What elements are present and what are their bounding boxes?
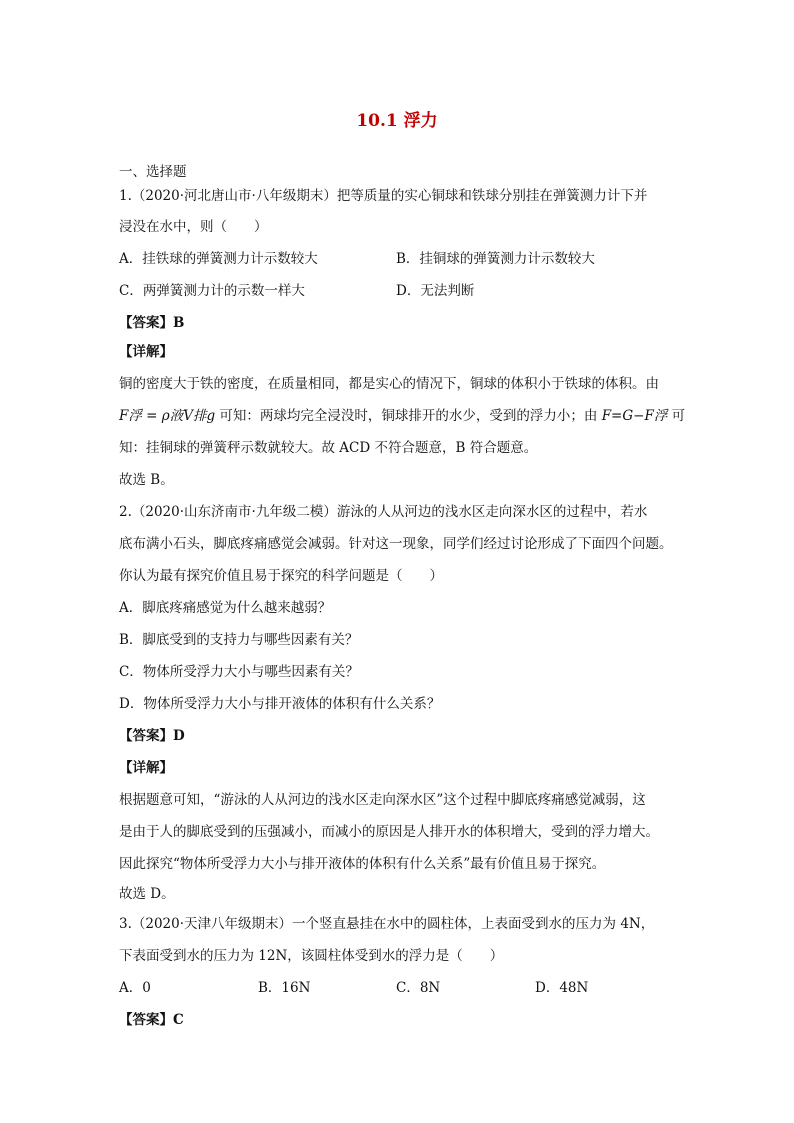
q1-option-b: B．挂铜球的弹簧测力计示数较大	[396, 251, 595, 267]
q2-explanation-line1: 根据题意可知，“游泳的人从河边的浅水区走向深水区”这个过程中脚底疼痛感觉减弱，这	[119, 792, 646, 808]
q2-option-c: C．物体所受浮力大小与哪些因素有关？	[119, 664, 359, 680]
q1-option-a: A．挂铁球的弹簧测力计示数较大	[119, 251, 318, 267]
q3-option-a: A．0	[119, 980, 151, 996]
q1-stem-line2: 浸没在水中，则（ ）	[119, 219, 268, 235]
q2-stem-line3: 你认为最有探究价值且易于探究的科学问题是（ ）	[119, 568, 443, 584]
buoyancy-formula: F浮 = ρ液V排g	[119, 408, 216, 424]
q2-explanation-line2: 是由于人的脚底受到的压强减小，而减小的原因是人排开水的体积增大，受到的浮力增大。	[119, 824, 659, 840]
q1-explanation-line2	[119, 408, 685, 424]
q1-explanation-line2-text: 可知：两球均完全浸没时，铜球排开的水少，受到的浮力小；由	[219, 408, 598, 424]
q1-stem-line1: 1.（2020·河北唐山市·八年级期末）把等质量的实心铜球和铁球分别挂在弹簧测力计下并	[119, 188, 648, 204]
q2-option-d: D．物体所受浮力大小与排开液体的体积有什么关系？	[119, 696, 441, 712]
q1-option-d: D．无法判断	[396, 283, 475, 299]
q1-explanation-line1: 铜的密度大于铁的密度，在质量相同，都是实心的情况下，铜球的体积小于铁球的体积。由	[119, 376, 659, 392]
force-balance-formula: F=G−F浮	[601, 408, 668, 424]
q2-conclusion: 故选 D。	[119, 886, 175, 902]
q3-answer: 【答案】C	[119, 1012, 184, 1028]
q2-explanation-line3: 因此探究“物体所受浮力大小与排开液体的体积有什么关系”最有价值且易于探究。	[119, 856, 606, 872]
q2-option-a: A．脚底疼痛感觉为什么越来越弱？	[119, 600, 332, 616]
q3-option-d: D．48N	[535, 980, 589, 996]
q3-option-b: B．16N	[258, 980, 311, 996]
q2-detail-label: 【详解】	[119, 760, 173, 776]
q2-stem-line1: 2.（2020·山东济南市·九年级二模）游泳的人从河边的浅水区走向深水区的过程中，若水	[119, 504, 648, 520]
q1-answer: 【答案】B	[119, 315, 185, 331]
q3-option-c: C．8N	[396, 980, 441, 996]
q1-explanation-line2-tail: 可	[671, 408, 686, 424]
section-heading: 一、选择题	[119, 164, 187, 180]
q1-explanation-line3: 知：挂铜球的弹簧秤示数就较大。故 ACD 不符合题意，B 符合题意。	[119, 440, 538, 456]
q3-stem-line2: 下表面受到水的压力为 12N，该圆柱体受到水的浮力是（ ）	[119, 948, 504, 964]
q1-conclusion: 故选 B。	[119, 472, 174, 488]
q1-option-c: C．两弹簧测力计的示数一样大	[119, 283, 305, 299]
q2-option-b: B．脚底受到的支持力与哪些因素有关？	[119, 632, 359, 648]
q2-stem-line2: 底布满小石头，脚底疼痛感觉会减弱。针对这一现象，同学们经过讨论形成了下面四个问题。	[119, 536, 673, 552]
q1-detail-label: 【详解】	[119, 344, 173, 360]
q3-stem-line1: 3.（2020·天津八年级期末）一个竖直悬挂在水中的圆柱体，上表面受到水的压力为 4N，	[119, 916, 655, 932]
q2-answer: 【答案】D	[119, 728, 185, 744]
page-title: 10.1 浮力	[356, 111, 438, 131]
